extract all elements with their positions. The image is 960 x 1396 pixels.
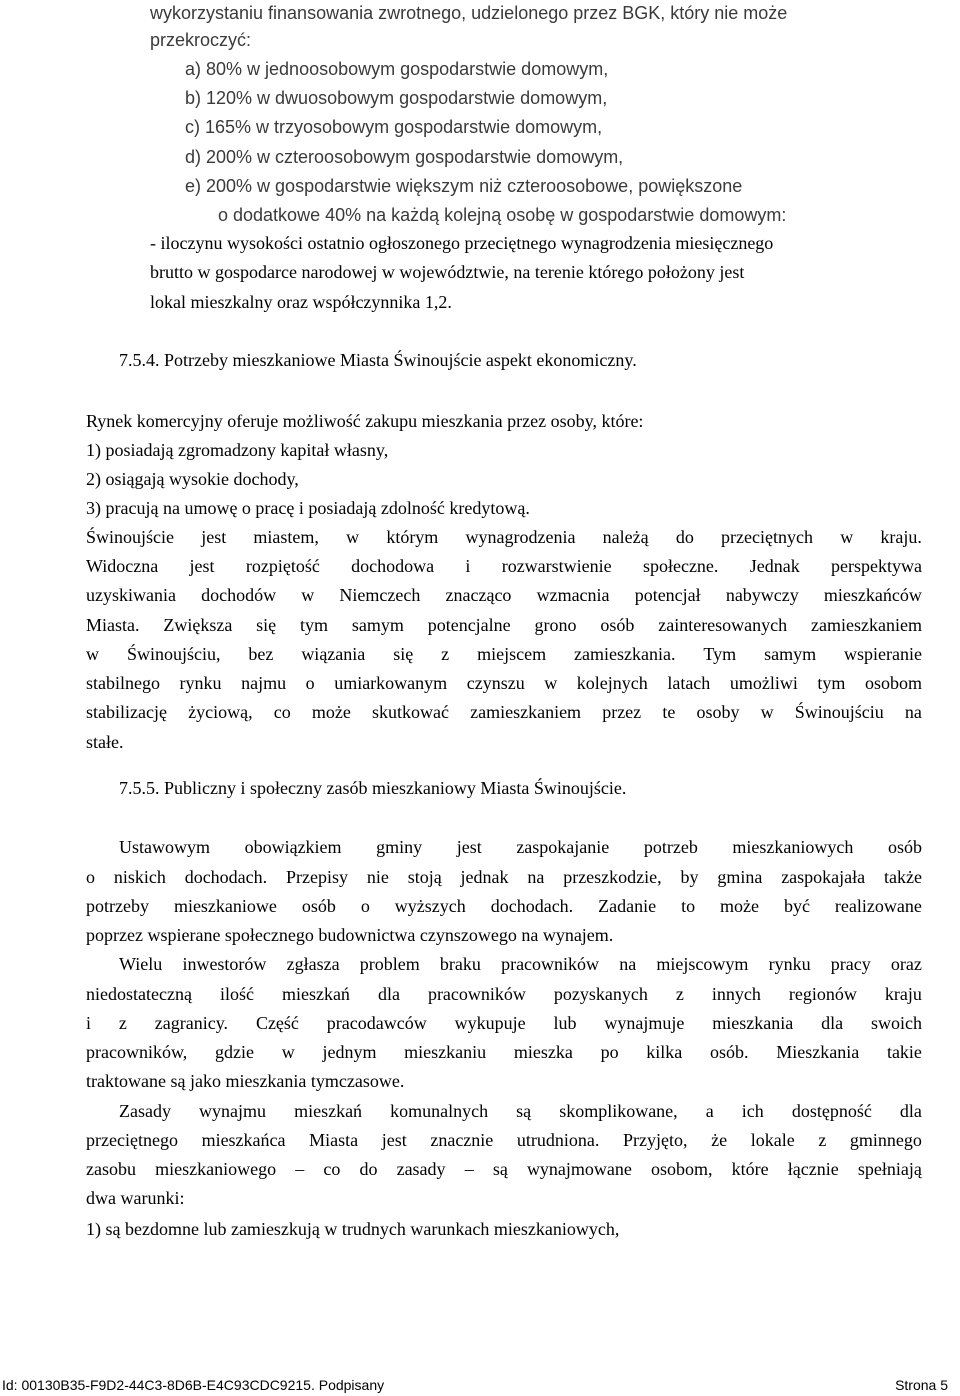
paragraph-line: traktowane są jako mieszkania tymczasowe. — [86, 1071, 405, 1091]
paragraph-line: potrzeby mieszkaniowe osób o wyższych dochodach. Zadanie to może być realizowane — [86, 896, 922, 916]
list-item: 3) pracują na umowę o pracę i posiadają zdolność kredytową. — [86, 498, 530, 518]
section-heading-754: 7.5.4. Potrzeby mieszkaniowe Miasta Świnoujście aspekt ekonomiczny. — [119, 350, 637, 370]
paragraph-line: stabilnego rynku najmu o umiarkowanym czynszu w kolejnych latach umożliwi tym osobom — [86, 673, 922, 693]
paragraph-line: pracowników, gdzie w jednym mieszkaniu mieszka po kilka osób. Mieszkania takie — [86, 1042, 922, 1062]
paragraph-line: poprzez wspierane społecznego budownictwa czynszowego na wynajem. — [86, 925, 614, 945]
footer-page-number: Strona 5 — [895, 1377, 948, 1393]
intro-line-1: wykorzystaniu finansowania zwrotnego, udzielonego przez BGK, który nie może — [150, 3, 788, 23]
list-item: a) 80% w jednoosobowym gospodarstwie domowym, — [185, 59, 609, 79]
paragraph-line: dwa warunki: — [86, 1188, 185, 1208]
paragraph-line: przeciętnego mieszkańca Miasta jest znacznie utrudniona. Przyjęto, że lokale z gminnego — [86, 1130, 922, 1150]
list-item: b) 120% w dwuosobowym gospodarstwie domowym, — [185, 88, 608, 108]
paragraph-line: i z zagranicy. Część pracodawców wykupuje lub wynajmuje mieszkania dla swoich — [86, 1013, 922, 1033]
paragraph-line: niedostateczną ilość mieszkań dla pracowników pozyskanych z innych regionów kraju — [86, 984, 922, 1004]
paragraph-line: Ustawowym obowiązkiem gminy jest zaspokajanie potrzeb mieszkaniowych osób — [119, 837, 922, 857]
paragraph-line: Świnoujście jest miastem, w którym wynagrodzenia należą do przeciętnych w kraju. — [86, 527, 922, 547]
paragraph-line: Wielu inwestorów zgłasza problem braku pracowników na miejscowym rynku pracy oraz — [119, 954, 922, 974]
product-line-1: - iloczynu wysokości ostatnio ogłoszonego przeciętnego wynagrodzenia miesięcznego — [150, 233, 774, 253]
paragraph-line: stałe. — [86, 732, 124, 752]
section-heading-755: 7.5.5. Publiczny i społeczny zasób mieszkaniowy Miasta Świnoujście. — [119, 778, 627, 798]
list-item: e) 200% w gospodarstwie większym niż czteroosobowe, powiększone — [185, 176, 743, 196]
list-item-continuation: o dodatkowe 40% na każdą kolejną osobę w gospodarstwie domowym: — [218, 205, 787, 225]
paragraph-line: uzyskiwania dochodów w Niemczech znacząco wzmacnia potencjał nabywczy mieszkańców — [86, 585, 922, 605]
paragraph-line: w Świnoujściu, bez wiązania się z miejscem zamieszkania. Tym samym wspieranie — [86, 644, 922, 664]
footer-doc-id: Id: 00130B35-F9D2-44C3-8D6B-E4C93CDC9215. Podpisany — [2, 1377, 385, 1393]
paragraph-line: zasobu mieszkaniowego – co do zasady – są wynajmowane osobom, które łącznie spełniają — [86, 1159, 922, 1179]
list-item: d) 200% w czteroosobowym gospodarstwie domowym, — [185, 147, 624, 167]
paragraph-line: Miasta. Zwiększa się tym samym potencjalne grono osób zainteresowanych zamieszkaniem — [86, 615, 922, 635]
section-754-lead: Rynek komercyjny oferuje możliwość zakupu mieszkania przez osoby, które: — [86, 411, 644, 431]
paragraph-line: stabilizację życiową, co może skutkować zamieszkaniem przez te osoby w Świnoujściu na — [86, 702, 922, 722]
list-item: 1) są bezdomne lub zamieszkują w trudnych warunkach mieszkaniowych, — [86, 1219, 620, 1239]
list-item: c) 165% w trzyosobowym gospodarstwie domowym, — [185, 117, 603, 137]
list-item: 1) posiadają zgromadzony kapitał własny, — [86, 440, 389, 460]
product-line-3: lokal mieszkalny oraz współczynnika 1,2. — [150, 292, 452, 312]
paragraph-line: Widoczna jest rozpiętość dochodowa i rozwarstwienie społeczne. Jednak perspektywa — [86, 556, 922, 576]
intro-line-2: przekroczyć: — [150, 30, 252, 50]
paragraph-line: o niskich dochodach. Przepisy nie stoją jednak na przeszkodzie, by gmina zaspokajała także — [86, 867, 922, 887]
list-item: 2) osiągają wysokie dochody, — [86, 469, 299, 489]
paragraph-line: Zasady wynajmu mieszkań komunalnych są skomplikowane, a ich dostępność dla — [119, 1101, 922, 1121]
product-line-2: brutto w gospodarce narodowej w województwie, na terenie którego położony jest — [150, 262, 745, 282]
